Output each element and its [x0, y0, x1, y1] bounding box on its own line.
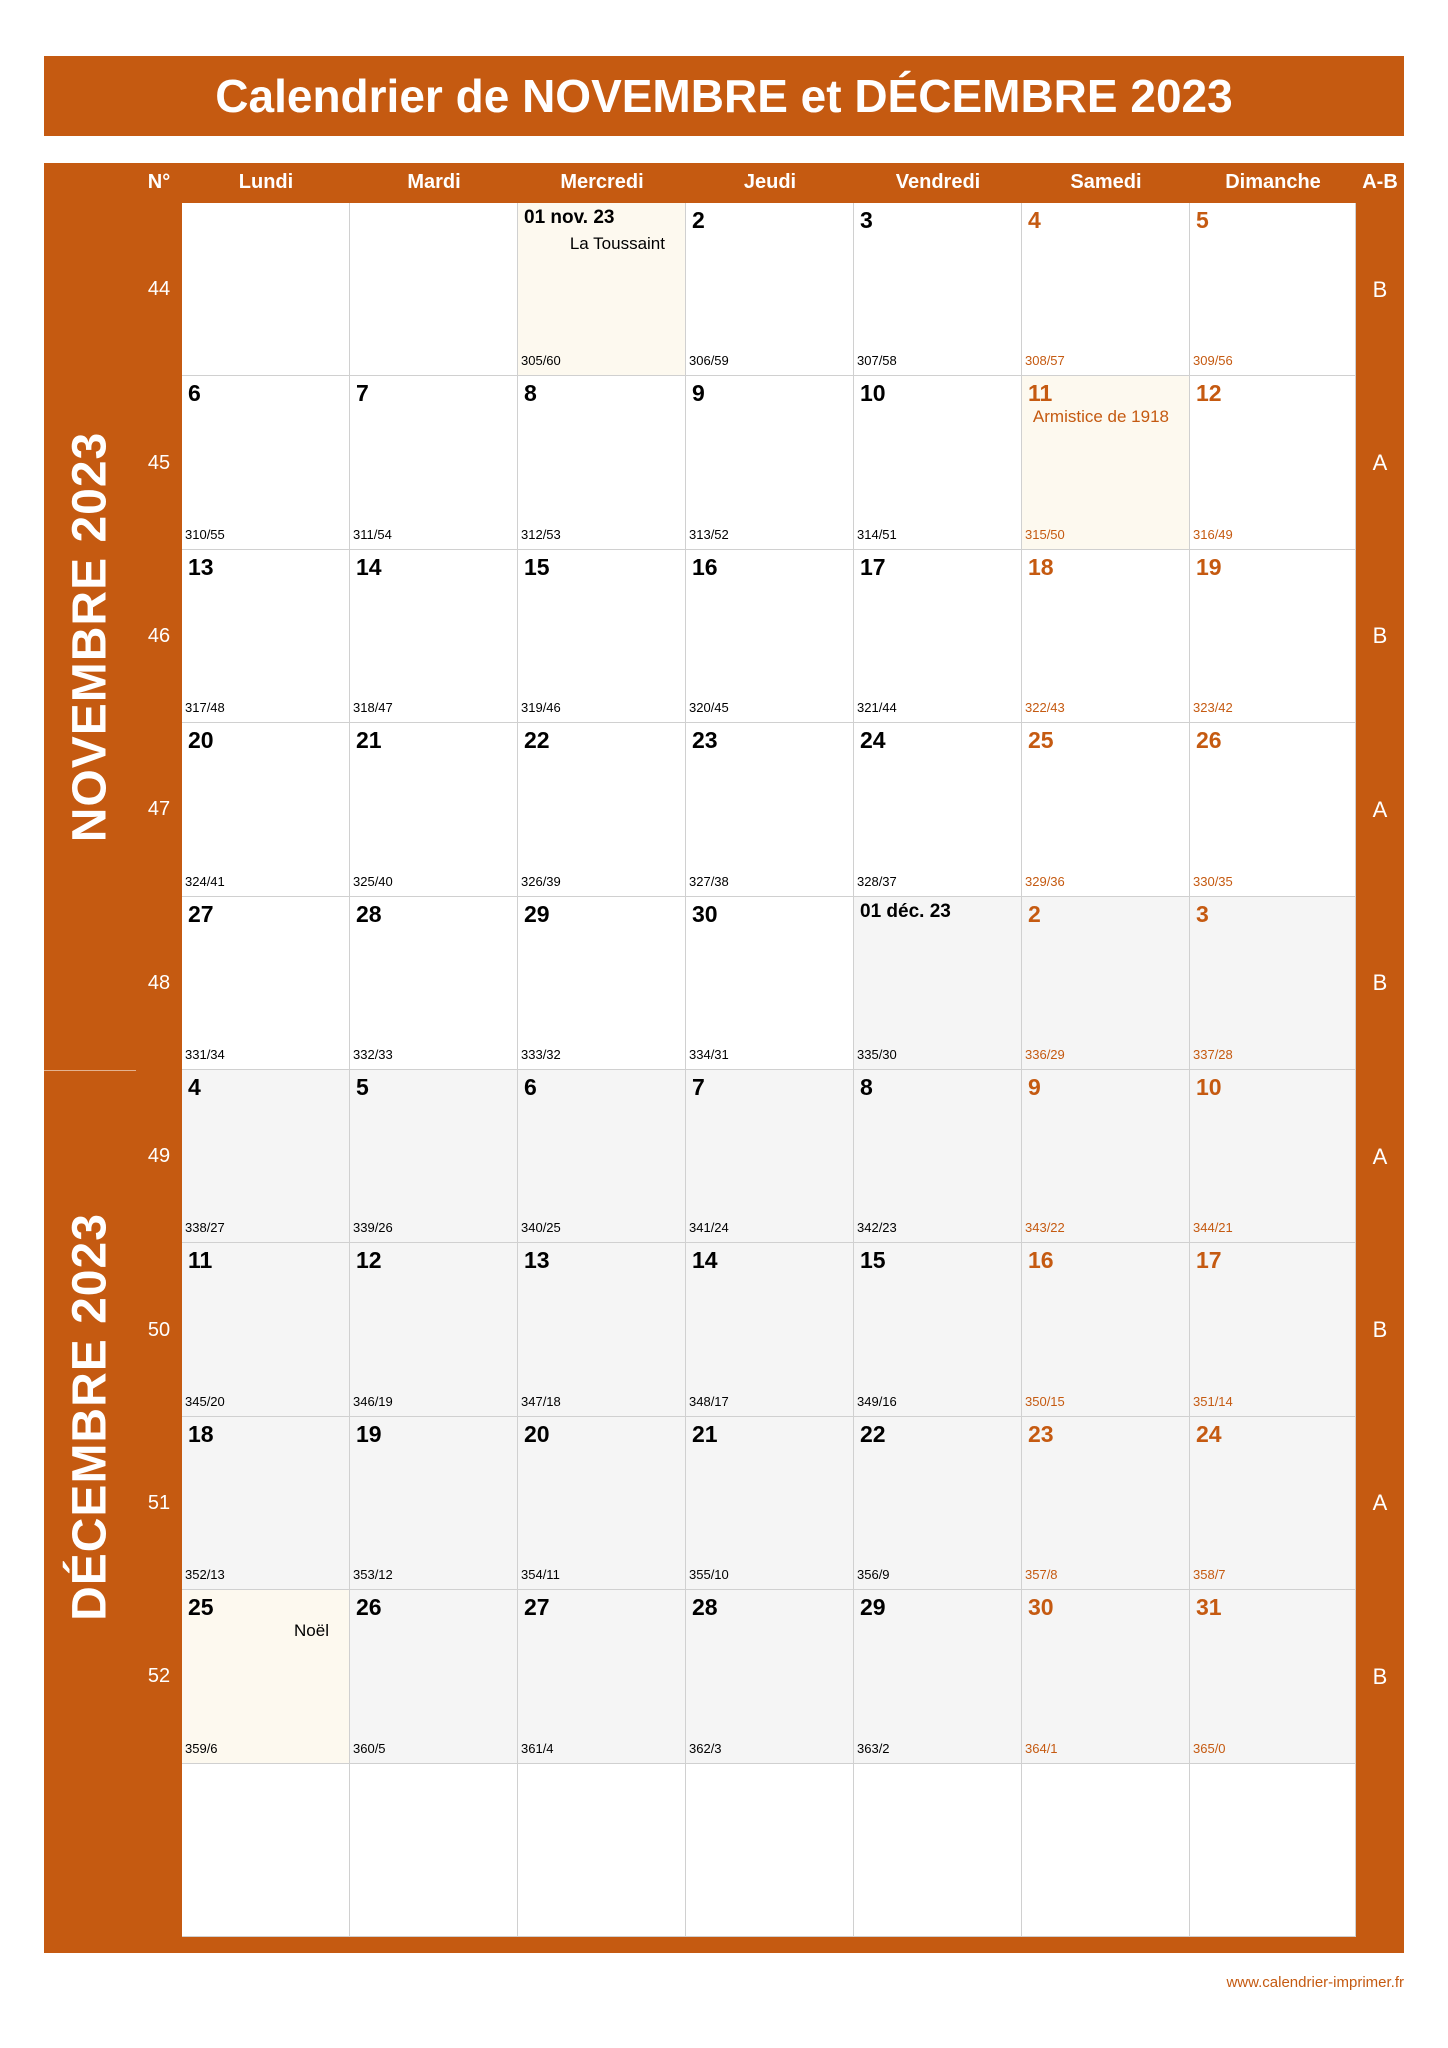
day-number: 4: [1028, 207, 1041, 233]
ab-header: A-B: [1362, 170, 1398, 193]
day-cell-wednesday[interactable]: [518, 897, 686, 1070]
year-day-counter: 329/36: [1025, 873, 1065, 889]
year-day-counter: 356/9: [857, 1567, 890, 1583]
day-cell-wednesday[interactable]: [518, 723, 686, 896]
day-number: 18: [1028, 553, 1054, 580]
day-number: 31: [1196, 1594, 1222, 1621]
day-number: 29: [524, 900, 550, 927]
day-cell-monday[interactable]: [182, 1243, 350, 1416]
year-day-counter: 324/41: [185, 873, 225, 889]
day-number: 01 nov. 23: [524, 207, 615, 228]
week-number-header: N°: [147, 170, 171, 193]
day-number: 29: [860, 1594, 886, 1621]
day-cell-thursday[interactable]: [686, 1417, 854, 1590]
year-day-counter: 328/37: [857, 873, 897, 889]
day-number: 23: [692, 727, 718, 754]
year-day-counter: 354/11: [521, 1567, 560, 1583]
day-cell-sunday[interactable]: [1190, 1764, 1356, 1937]
day-number: 6: [188, 380, 201, 407]
day-cell-friday[interactable]: [854, 1243, 1022, 1416]
header-tuesday: Mardi: [407, 170, 461, 193]
header-thursday: Jeudi: [743, 170, 797, 193]
header-monday: Lundi: [238, 170, 294, 193]
day-number: 17: [1196, 1247, 1222, 1274]
day-number: 25: [188, 1594, 214, 1621]
day-number: 7: [692, 1074, 705, 1100]
day-cell-friday[interactable]: [854, 1764, 1022, 1937]
day-number: 7: [356, 380, 369, 407]
year-day-counter: 320/45: [689, 700, 729, 716]
day-number: 20: [188, 727, 214, 754]
year-day-counter: 363/2: [857, 1740, 890, 1756]
year-day-counter: 335/30: [857, 1046, 897, 1062]
day-number: 13: [188, 553, 214, 580]
year-day-counter: 333/32: [521, 1046, 561, 1062]
year-day-counter: 360/5: [353, 1740, 386, 1756]
ab-week-letter: B: [1372, 1317, 1388, 1343]
year-day-counter: 341/24: [689, 1220, 729, 1236]
day-number: 5: [356, 1074, 369, 1100]
year-day-counter: 312/53: [521, 526, 561, 542]
year-day-counter: 357/8: [1025, 1567, 1058, 1583]
day-cell-tuesday[interactable]: [350, 1070, 518, 1243]
day-number: 8: [524, 380, 537, 407]
day-number: 26: [356, 1594, 382, 1621]
day-cell-thursday[interactable]: [686, 1243, 854, 1416]
day-cell-sunday[interactable]: [1190, 550, 1356, 723]
year-day-counter: 327/38: [689, 873, 729, 889]
day-cell-saturday[interactable]: [1022, 1590, 1190, 1763]
day-number: 22: [524, 727, 550, 754]
day-cell-monday[interactable]: [182, 1070, 350, 1243]
day-number: 3: [860, 207, 873, 233]
ab-week-letter: B: [1372, 1663, 1388, 1689]
day-number: 30: [1028, 1594, 1054, 1621]
holiday-label: Noël: [294, 1621, 329, 1641]
year-day-counter: 350/15: [1025, 1393, 1065, 1409]
day-cell-thursday[interactable]: [686, 376, 854, 549]
day-number: 30: [692, 900, 718, 927]
day-cell-saturday[interactable]: [1022, 376, 1190, 549]
day-number: 4: [188, 1074, 201, 1100]
year-day-counter: 314/51: [857, 526, 897, 542]
day-number: 24: [860, 727, 886, 754]
day-cell-wednesday[interactable]: [518, 1590, 686, 1763]
month-label-december: DÉCEMBRE 2023: [63, 1212, 117, 1621]
day-number: 14: [356, 553, 382, 580]
day-cell-wednesday[interactable]: [518, 1417, 686, 1590]
day-number: 20: [524, 1420, 550, 1447]
year-day-counter: 332/33: [353, 1046, 393, 1062]
ab-week-letter: B: [1372, 276, 1388, 302]
day-cell-tuesday[interactable]: [350, 376, 518, 549]
ab-week-letter: A: [1372, 1143, 1388, 1169]
day-cell-thursday[interactable]: [686, 1764, 854, 1937]
week-number: 46: [147, 624, 171, 647]
year-day-counter: 322/43: [1025, 700, 1065, 716]
year-day-counter: 330/35: [1193, 873, 1233, 889]
year-day-counter: 311/54: [353, 526, 392, 542]
week-number: 44: [147, 278, 171, 301]
year-day-counter: 342/23: [857, 1220, 897, 1236]
day-cell-monday[interactable]: [182, 723, 350, 896]
header-sunday: Dimanche: [1225, 170, 1321, 193]
day-cell-wednesday[interactable]: [518, 550, 686, 723]
ab-week-letter: A: [1372, 1490, 1388, 1516]
year-day-counter: 308/57: [1025, 353, 1065, 369]
day-number: 11: [1028, 380, 1053, 407]
day-number: 12: [1196, 380, 1222, 407]
day-cell-saturday[interactable]: [1022, 203, 1190, 376]
year-day-counter: 306/59: [689, 353, 729, 369]
day-cell-thursday[interactable]: [686, 723, 854, 896]
year-day-counter: 318/47: [353, 700, 393, 716]
holiday-label: Armistice de 1918: [1032, 407, 1169, 427]
day-cell-friday[interactable]: [854, 897, 1022, 1070]
year-day-counter: 338/27: [185, 1220, 225, 1236]
year-day-counter: 345/20: [185, 1393, 225, 1409]
day-cell-wednesday[interactable]: [518, 1243, 686, 1416]
header-saturday: Samedi: [1070, 170, 1142, 193]
week-number: [136, 1764, 182, 1937]
day-number: 8: [860, 1074, 873, 1100]
day-number: 15: [860, 1247, 886, 1274]
ab-week-letter: B: [1372, 970, 1388, 996]
day-number: 21: [356, 727, 382, 754]
day-number: 24: [1196, 1420, 1222, 1447]
day-number: 23: [1028, 1420, 1054, 1447]
day-cell-wednesday[interactable]: [518, 1070, 686, 1243]
header-friday: Vendredi: [895, 170, 981, 193]
day-number: 2: [692, 207, 705, 233]
year-day-counter: 319/46: [521, 700, 561, 716]
day-number: 9: [1028, 1074, 1041, 1100]
week-number: 49: [147, 1145, 171, 1168]
day-cell-thursday[interactable]: [686, 203, 854, 376]
day-number: 9: [692, 380, 705, 407]
year-day-counter: 352/13: [185, 1567, 225, 1583]
year-day-counter: 362/3: [689, 1740, 722, 1756]
day-cell-saturday[interactable]: [1022, 1070, 1190, 1243]
year-day-counter: 339/26: [353, 1220, 393, 1236]
year-day-counter: 321/44: [857, 700, 897, 716]
week-number: 47: [147, 798, 171, 821]
day-cell-wednesday[interactable]: [518, 376, 686, 549]
day-cell-monday[interactable]: [182, 1417, 350, 1590]
day-number: 2: [1028, 900, 1041, 927]
year-day-counter: 323/42: [1193, 700, 1233, 716]
year-day-counter: 317/48: [185, 700, 225, 716]
day-number: 3: [1196, 900, 1209, 927]
ab-week-letter: B: [1372, 623, 1388, 649]
year-day-counter: 364/1: [1025, 1740, 1058, 1756]
year-day-counter: 361/4: [521, 1740, 554, 1756]
month-label-november: NOVEMBRE 2023: [63, 431, 117, 842]
day-cell-saturday[interactable]: [1022, 897, 1190, 1070]
day-number: 28: [692, 1594, 718, 1621]
day-cell-monday[interactable]: [182, 550, 350, 723]
day-cell-friday[interactable]: [854, 1417, 1022, 1590]
day-number: 16: [1028, 1247, 1054, 1274]
day-cell-wednesday[interactable]: [518, 1764, 686, 1937]
year-day-counter: 347/18: [521, 1393, 561, 1409]
day-cell-thursday[interactable]: [686, 550, 854, 723]
week-number: 52: [147, 1665, 171, 1688]
day-cell-thursday[interactable]: [686, 897, 854, 1070]
day-cell-friday[interactable]: [854, 1070, 1022, 1243]
day-number: 27: [524, 1594, 550, 1621]
week-number: 50: [147, 1318, 171, 1341]
day-number: 14: [692, 1247, 718, 1274]
year-day-counter: 348/17: [689, 1393, 729, 1409]
day-cell-monday[interactable]: [182, 1590, 350, 1763]
day-number: 15: [524, 553, 550, 580]
year-day-counter: 353/12: [353, 1567, 393, 1583]
year-day-counter: 359/6: [185, 1740, 218, 1756]
day-cell-friday[interactable]: [854, 1590, 1022, 1763]
year-day-counter: 346/19: [353, 1393, 393, 1409]
calendar-grid: [44, 163, 1404, 1953]
year-day-counter: 316/49: [1193, 526, 1233, 542]
day-cell-monday[interactable]: [182, 203, 350, 376]
year-day-counter: 334/31: [689, 1046, 729, 1062]
year-day-counter: 336/29: [1025, 1046, 1065, 1062]
day-number: 27: [188, 900, 214, 927]
day-cell-saturday[interactable]: [1022, 1417, 1190, 1590]
day-number: 10: [860, 380, 886, 407]
day-cell-friday[interactable]: [854, 376, 1022, 549]
ab-week-letter: A: [1372, 796, 1388, 822]
day-cell-tuesday[interactable]: [350, 1764, 518, 1937]
day-cell-thursday[interactable]: [686, 1070, 854, 1243]
year-day-counter: 337/28: [1193, 1046, 1233, 1062]
day-cell-sunday[interactable]: [1190, 1243, 1356, 1416]
day-number: 19: [356, 1420, 382, 1447]
day-cell-sunday[interactable]: [1190, 1070, 1356, 1243]
day-cell-friday[interactable]: [854, 550, 1022, 723]
day-number: 18: [188, 1420, 214, 1447]
day-cell-saturday[interactable]: [1022, 1764, 1190, 1937]
year-day-counter: 351/14: [1193, 1393, 1233, 1409]
holiday-label: La Toussaint: [569, 234, 665, 253]
year-day-counter: 305/60: [521, 353, 561, 369]
year-day-counter: 326/39: [521, 873, 561, 889]
ab-week-letter: [1356, 1764, 1404, 1937]
day-cell-saturday[interactable]: [1022, 723, 1190, 896]
year-day-counter: 358/7: [1193, 1567, 1226, 1583]
day-cell-tuesday[interactable]: [350, 550, 518, 723]
ab-week-letter: A: [1372, 450, 1388, 476]
day-cell-friday[interactable]: [854, 723, 1022, 896]
year-day-counter: 313/52: [689, 526, 729, 542]
day-number: 6: [524, 1074, 537, 1100]
day-cell-sunday[interactable]: [1190, 376, 1356, 549]
day-number: 5: [1196, 207, 1209, 233]
year-day-counter: 307/58: [857, 353, 897, 369]
year-day-counter: 325/40: [353, 873, 393, 889]
day-number: 28: [356, 900, 382, 927]
week-number: 51: [147, 1491, 171, 1514]
header-wednesday: Mercredi: [560, 170, 644, 193]
day-number: 21: [692, 1420, 718, 1447]
day-cell-monday[interactable]: [182, 1764, 350, 1937]
day-number: 17: [860, 553, 886, 580]
day-cell-friday[interactable]: [854, 203, 1022, 376]
year-day-counter: 331/34: [185, 1046, 225, 1062]
year-day-counter: 340/25: [521, 1220, 561, 1236]
day-number: 19: [1196, 553, 1222, 580]
day-number: 11: [188, 1247, 213, 1274]
year-day-counter: 309/56: [1193, 353, 1233, 369]
day-cell-saturday[interactable]: [1022, 1243, 1190, 1416]
day-number: 01 déc. 23: [860, 900, 951, 922]
day-cell-tuesday[interactable]: [350, 1243, 518, 1416]
year-day-counter: 315/50: [1025, 526, 1065, 542]
year-day-counter: 344/21: [1193, 1220, 1233, 1236]
week-number: 48: [147, 971, 171, 994]
year-day-counter: 355/10: [689, 1567, 729, 1583]
year-day-counter: 310/55: [185, 526, 225, 542]
day-number: 25: [1028, 727, 1054, 754]
week-number: 45: [147, 451, 171, 474]
day-cell-tuesday[interactable]: [350, 203, 518, 376]
year-day-counter: 365/0: [1193, 1740, 1226, 1756]
day-cell-tuesday[interactable]: [350, 723, 518, 896]
day-cell-sunday[interactable]: [1190, 723, 1356, 896]
day-number: 16: [692, 553, 718, 580]
year-day-counter: 343/22: [1025, 1220, 1065, 1236]
day-cell-tuesday[interactable]: [350, 1417, 518, 1590]
website-link[interactable]: www.calendrier-imprimer.fr: [1226, 1974, 1404, 1991]
day-number: 12: [356, 1247, 382, 1274]
day-cell-sunday[interactable]: [1190, 203, 1356, 376]
day-number: 13: [524, 1247, 550, 1274]
day-cell-tuesday[interactable]: [350, 1590, 518, 1763]
day-cell-monday[interactable]: [182, 376, 350, 549]
page-title: Calendrier de NOVEMBRE et DÉCEMBRE 2023: [44, 56, 1404, 136]
footer-bar: [44, 1943, 1404, 1953]
day-cell-saturday[interactable]: [1022, 550, 1190, 723]
day-cell-thursday[interactable]: [686, 1590, 854, 1763]
year-day-counter: 349/16: [857, 1393, 897, 1409]
day-number: 26: [1196, 727, 1222, 754]
day-cell-sunday[interactable]: [1190, 1590, 1356, 1763]
day-cell-tuesday[interactable]: [350, 897, 518, 1070]
day-number: 10: [1196, 1074, 1222, 1100]
day-cell-wednesday[interactable]: [518, 203, 686, 376]
day-cell-sunday[interactable]: [1190, 897, 1356, 1070]
day-cell-sunday[interactable]: [1190, 1417, 1356, 1590]
day-number: 22: [860, 1420, 886, 1447]
day-cell-monday[interactable]: [182, 897, 350, 1070]
